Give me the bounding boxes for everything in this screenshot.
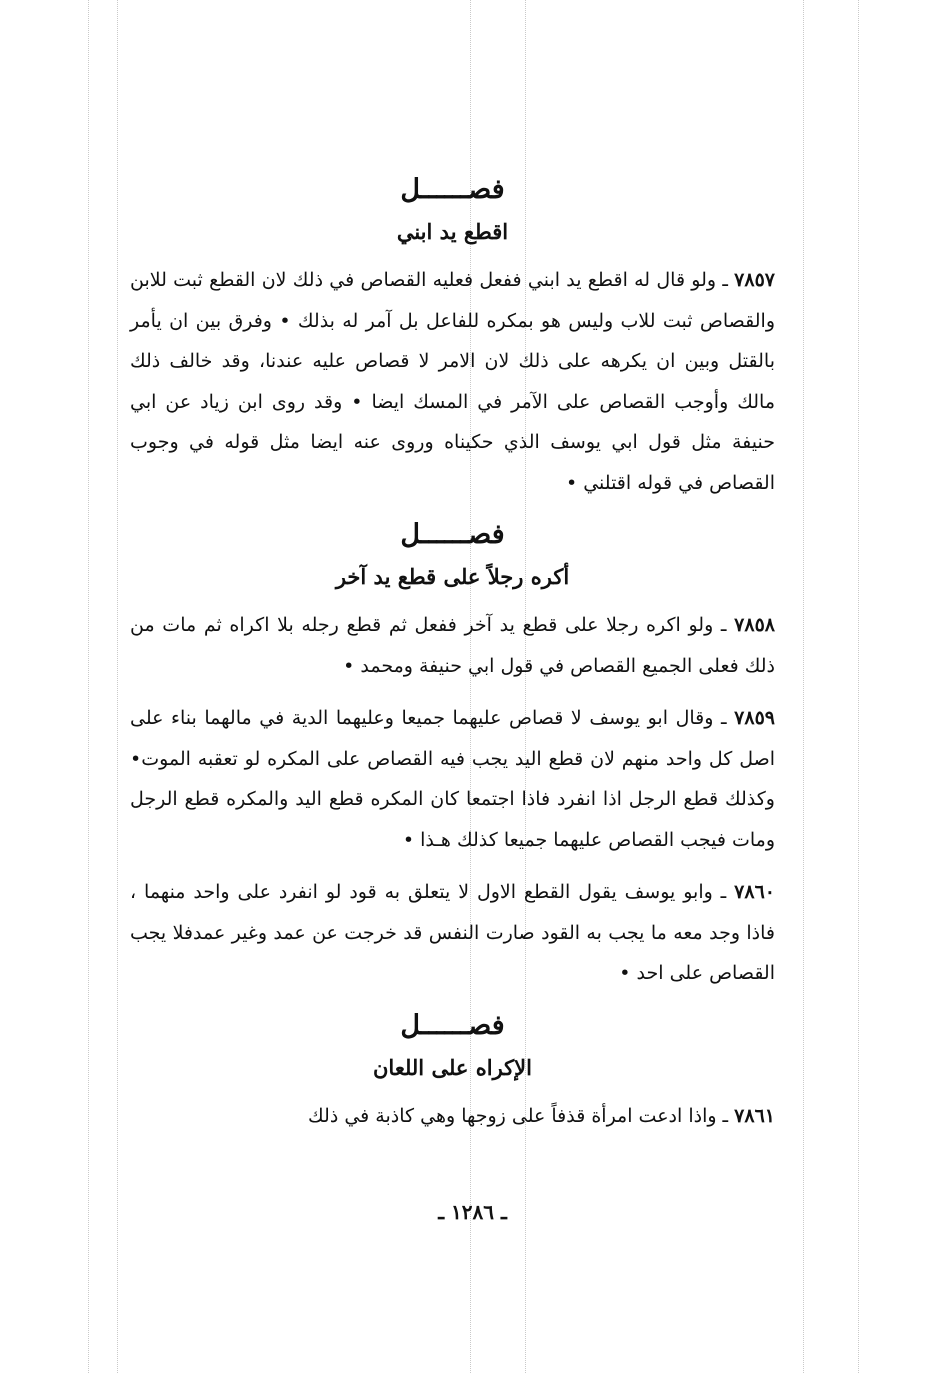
paragraph-text: ـ ولو اكره رجلا على قطع يد آخر ففعل ثم قطع رجله بلا اكراه ثم مات من ذلك فعلى الجميع القصاص في قول ابي حنيفة ومحمد • (130, 614, 775, 677)
section-subheading: اقطع يد ابني (396, 219, 509, 244)
paragraph (130, 872, 775, 994)
scan-guide-line (117, 0, 118, 1373)
section-heading: فصــــــل (400, 1009, 505, 1041)
paragraph-text: ـ وقال ابو يوسف لا قصاص عليهما جميعا وعليهما الدية في مالهما بناء على اصل كل واحد منهم لان قطع اليد يجب فيه القصاص على المكره لو تعقبه الموت• وكذلك قطع الرجل اذا انفرد فاذا اجتمعا كان المكره قطع اليد والمكره قطع الرجل ومات فيجب القصاص عليهما جميعا كذلك هـذا • (130, 707, 775, 851)
section-subheading: الإكراه على اللعان (373, 1054, 532, 1080)
paragraph (130, 260, 775, 503)
paragraph-number: ٧٨٥٧ (734, 269, 775, 291)
section (130, 515, 775, 994)
section (130, 1006, 775, 1137)
paragraph-number: ٧٨٦٠ (734, 881, 775, 903)
section-subheading: أكره رجلاً على قطع يد آخر (335, 564, 570, 589)
paragraph-number: ٧٨٦١ (734, 1104, 775, 1127)
scan-guide-line (858, 0, 859, 1373)
scan-guide-line (803, 0, 804, 1373)
paragraph (130, 605, 775, 686)
section-heading: فصــــــل (400, 174, 505, 205)
paragraph-number: ٧٨٥٨ (734, 614, 775, 636)
scan-guide-line (88, 0, 89, 1373)
paragraph-text: ـ وابو يوسف يقول القطع الاول لا يتعلق به قود لو انفرد على واحد منهما ، فاذا وجد معه ما يجب به القود صارت النفس قد خرجت عن عمد وغير عمدفلا يجب القصاص على احد • (130, 881, 775, 984)
section (130, 170, 775, 503)
text-column (130, 170, 775, 1148)
page-number: ـ ١٢٨٦ ـ (438, 1200, 507, 1224)
paragraph-text: ـ ولو قال له اقطع يد ابني ففعل فعليه القصاص في ذلك لان القطع ثبت للابن والقصاص ثبت للاب وليس هو بمكره للفاعل بل آمر له بذلك • وفرق بين ان يأمر بالقتل وبين ان يكرهه على ذلك لان الامر لا قصاص عليه عندنا، وقد خالف ذلك مالك وأوجب القصاص على الآمر في المسك ايضا • وقد روى ابن زياد عن ابي حنيفة مثل قول ابي يوسف الذي حكيناه وروى عنه ايضا مثل قوله في وجوب القصاص في قوله اقتلني • (130, 269, 775, 494)
paragraph (130, 698, 775, 860)
paragraph-number: ٧٨٥٩ (734, 707, 775, 729)
section-heading: فصــــــل (400, 519, 505, 550)
paragraph-text: ـ واذا ادعت امرأة قذفاً على زوجها وهي كاذبة في ذلك (308, 1104, 729, 1127)
paragraph (130, 1096, 775, 1137)
